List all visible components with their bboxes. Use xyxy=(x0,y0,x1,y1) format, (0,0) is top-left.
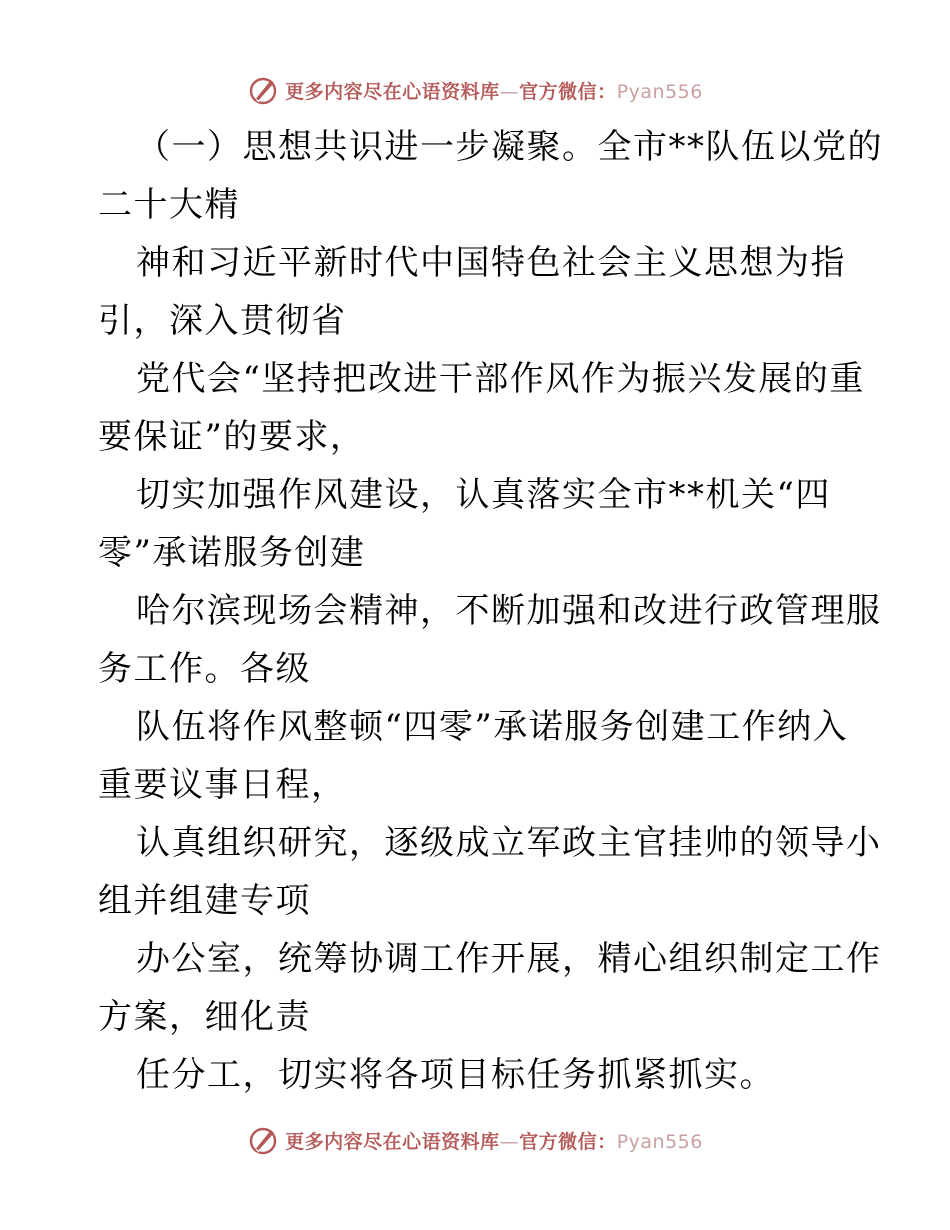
header-banner-dash: — xyxy=(499,80,520,103)
paragraph-line: 引，深入贯彻省 xyxy=(98,301,347,341)
paragraph-line: 哈尔滨现场会精神，不断加强和改进行政管理服 xyxy=(136,591,882,631)
paragraph-line: 党代会“坚持把改进干部作风作为振兴发展的重 xyxy=(136,359,865,399)
footer-banner-text xyxy=(285,1127,703,1154)
footer-banner-sub: 官方微信： xyxy=(519,1130,617,1153)
paragraph-line: 任分工，切实将各项目标任务抓紧抓实。 xyxy=(136,1055,775,1095)
paragraph-line: 零”承诺服务创建 xyxy=(98,533,366,573)
header-banner-main: 更多内容尽在心语资料库 xyxy=(285,80,500,103)
header-banner xyxy=(0,70,950,110)
paragraph-line: 二十大精 xyxy=(98,185,240,225)
quill-pen-circle-icon xyxy=(247,74,279,106)
paragraph-line: （一）思想共识进一步凝聚。全市**队伍以党的 xyxy=(136,127,883,167)
paragraph-line: 神和习近平新时代中国特色社会主义思想为指 xyxy=(136,243,846,283)
paragraph-line: 办公室，统筹协调工作开展，精心组织制定工作 xyxy=(136,939,882,979)
header-banner-text xyxy=(285,77,703,104)
header-banner-sub: 官方微信： xyxy=(519,80,617,103)
paragraph-line: 方案，细化责 xyxy=(98,997,311,1037)
header-banner-id: Pyan556 xyxy=(616,80,703,103)
paragraph-line: 组并组建专项 xyxy=(98,881,311,921)
paragraph-line: 队伍将作风整顿“四零”承诺服务创建工作纳入 xyxy=(136,707,849,747)
paragraph-line: 认真组织研究，逐级成立军政主官挂帅的领导小 xyxy=(136,823,882,863)
footer-banner xyxy=(0,1120,950,1160)
paragraph-line: 要保证”的要求， xyxy=(98,417,366,457)
footer-banner-dash: — xyxy=(499,1130,520,1153)
footer-banner-id: Pyan556 xyxy=(616,1130,703,1153)
quill-pen-circle-icon xyxy=(247,1124,279,1156)
paragraph-line: 务工作。各级 xyxy=(98,649,311,689)
paragraph-line: 切实加强作风建设，认真落实全市**机关“四 xyxy=(136,475,831,515)
footer-banner-main: 更多内容尽在心语资料库 xyxy=(285,1130,500,1153)
paragraph-line: 重要议事日程， xyxy=(98,765,347,805)
